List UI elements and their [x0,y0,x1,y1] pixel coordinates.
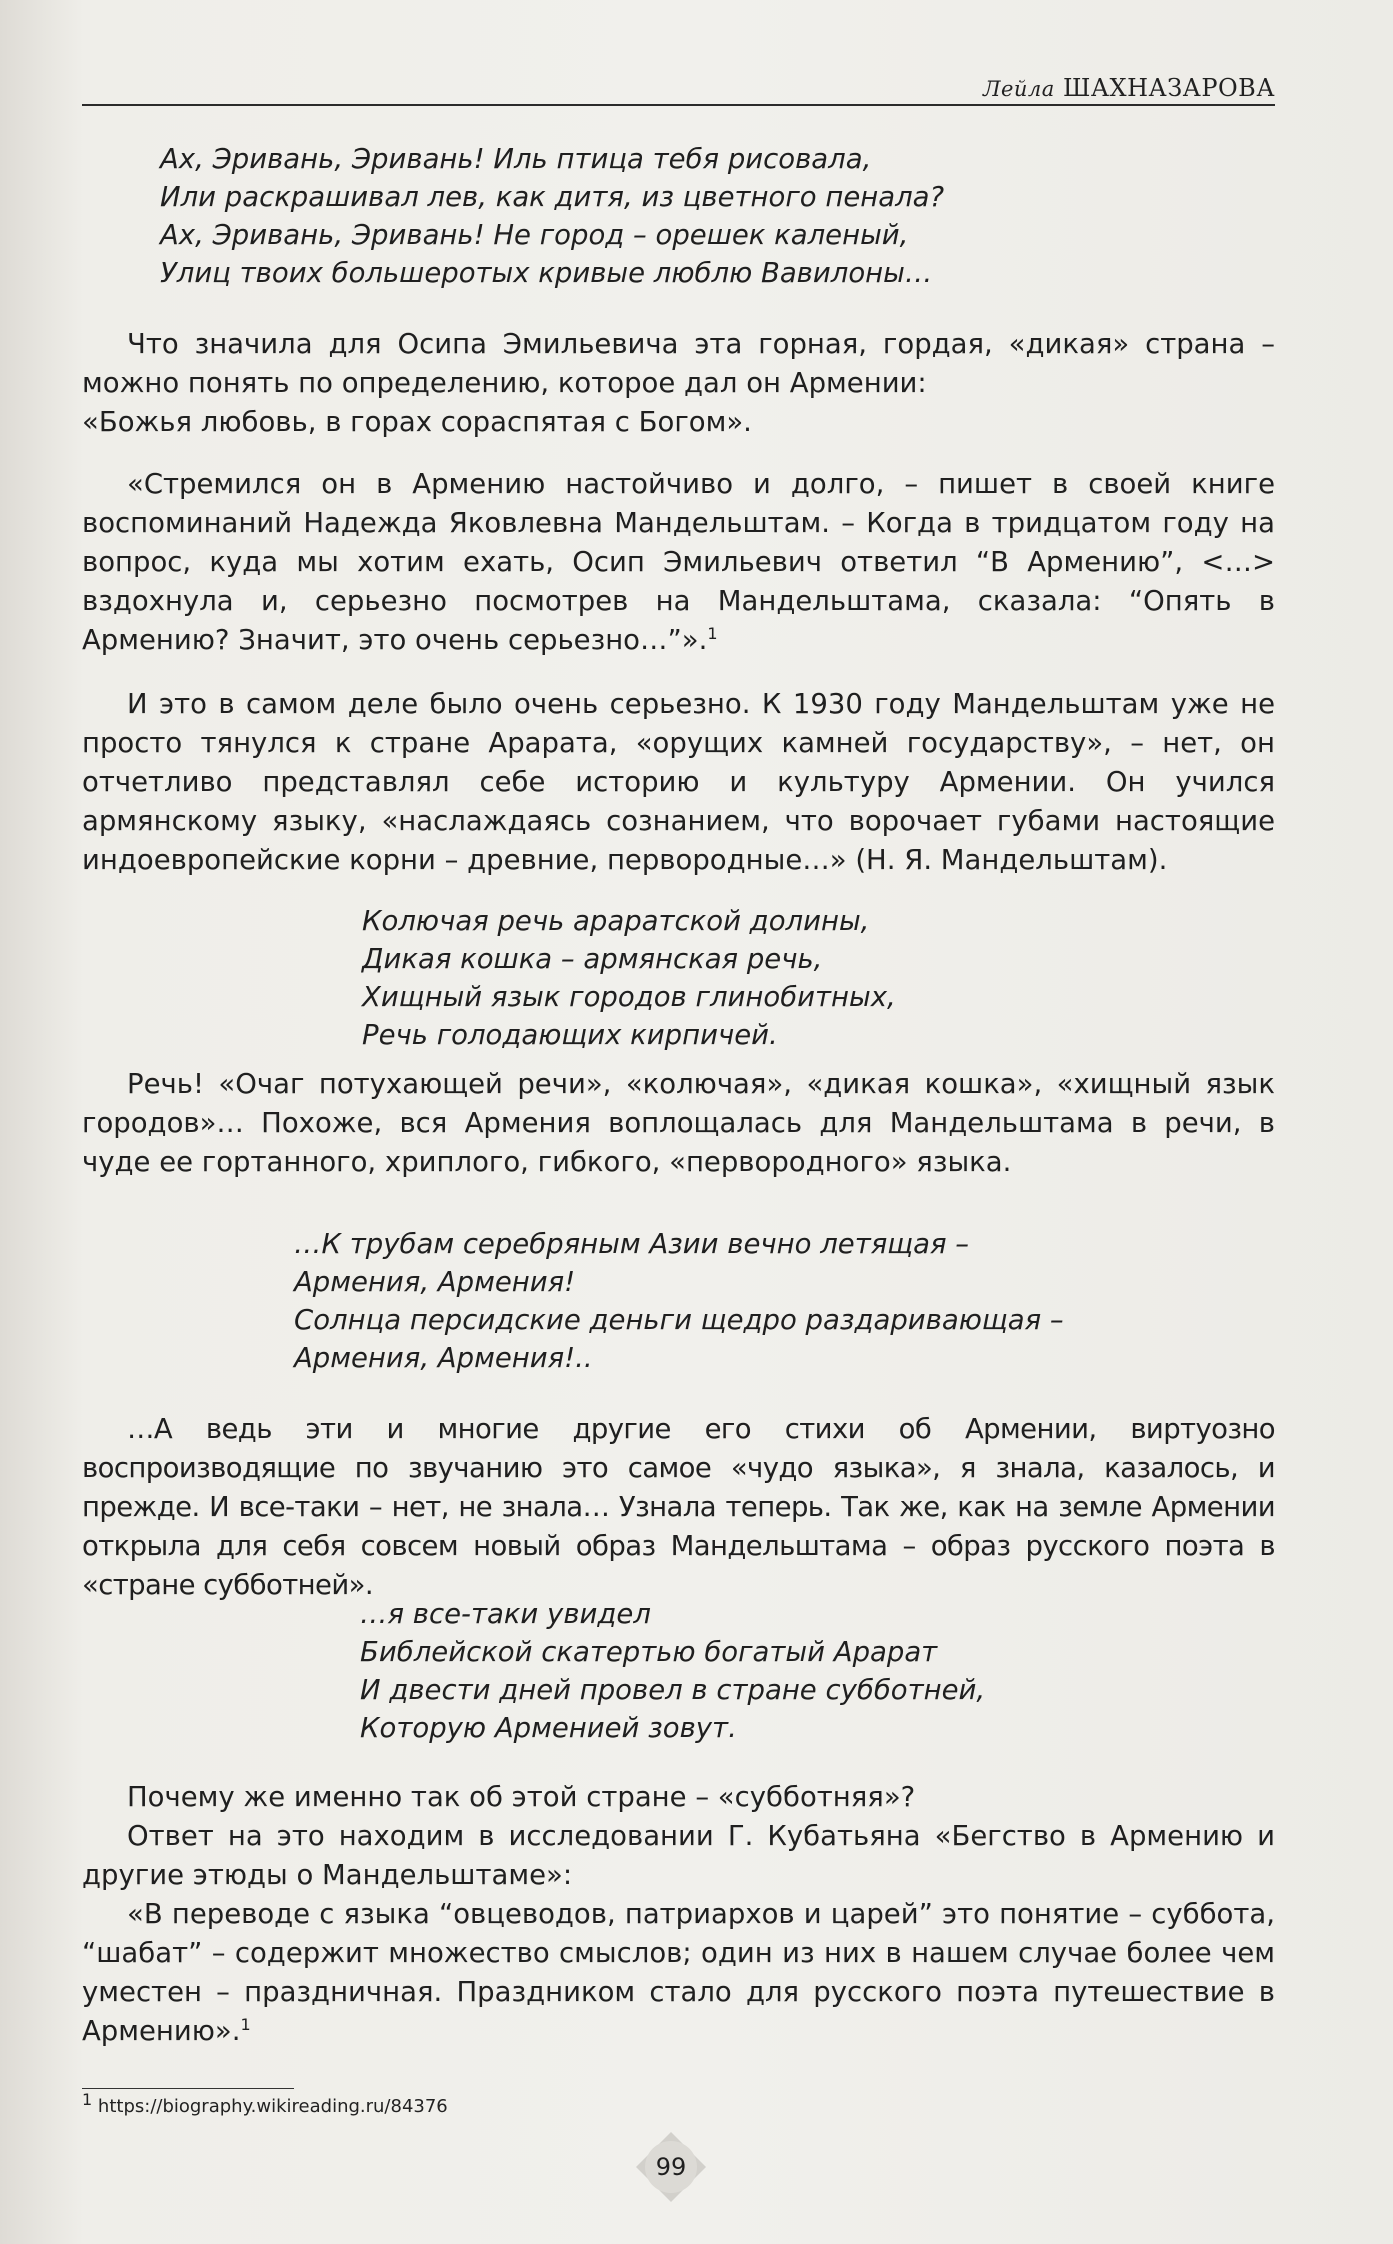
paragraph-text [82,465,1275,660]
poem-line: Колючая речь араратской долины, [362,905,870,937]
header-author-surname: ШАХНАЗАРОВА [1062,74,1275,102]
poem-line: …К трубам серебряным Азии вечно летящая – [294,1228,970,1260]
poem-kolyuchaya [362,902,1275,1054]
paragraph-7 [82,1817,1275,1895]
paragraph-3 [82,685,1275,880]
footnote-ref: 1 [240,2014,251,2034]
quote-line: «Божья любовь, в горах сораспятая с Богом». [82,406,752,438]
paragraph-text-body: «Стремился он в Армению настойчиво и долго, – пишет в своей книге воспоминаний Надежда Яковлевна Мандельштам. – Когда в тридцатом году на вопрос, куда мы хотим ехать, Осип Эмильевич ответил “В Армению”, <…> вздохнула и, серьезно посмотрев на Мандельштама, сказала: “Опять в Армению? Значит, это очень серьезно…”». [82,468,1275,656]
paragraph-4 [82,1065,1275,1182]
paragraph-text-body: «В переводе с языка “овцеводов, патриархов и царей” это понятие – суббота, “шабат” – содержит множество смыслов; один из них в нашем случае более чем уместен – праздничная. Праздником стало для русского поэта путешествие в Армению». [82,1898,1275,2047]
paragraph-text: …А ведь эти и многие другие его стихи об Армении, виртуозно воспроизводящие по звучанию это самое «чудо языка», я знала, казалось, и прежде. И все-таки – нет, не знала… Узнала теперь. Так же, как на земле Армении открыла для себя совсем новый образ Мандельштама – образ русского поэта в «стране субботней». [82,1413,1275,1601]
header-author-given: Лейла [982,77,1055,101]
paragraph-text: Речь! «Очаг потухающей речи», «колючая», «дикая кошка», «хищный язык городов»… Похоже, вся Армения воплощалась для Мандельштама в речи, в чуде ее гортанного, хриплого, гибкого, «первородного» языка. [82,1068,1275,1178]
footnote-mark: 1 [82,2090,93,2109]
poem-line: Или раскрашивал лев, как дитя, из цветного пенала? [160,181,945,213]
poem-line: Дикая кошка – армянская речь, [362,943,823,975]
paragraph-5 [82,1410,1275,1605]
poem-erivan [160,140,1275,292]
paragraph-text: И это в самом деле было очень серьезно. К 1930 году Мандельштам уже не просто тянулся к стране Арарата, «орущих камней государству», – нет, он отчетливо представлял себе историю и культуру Армении. Он учился армянскому языку, «наслаждаясь сознанием, что ворочает губами настоящие индоевропейские корни – древние, первородные…» (Н. Я. Мандельштам). [82,688,1275,876]
footnote-link[interactable]: https://biography.wikireading.ru/84376 [97,2096,448,2117]
poem-line: Ах, Эривань, Эривань! Иль птица тебя рисовала, [160,143,872,175]
poem-line: Которую Арменией зовут. [360,1712,737,1744]
poem-line: …я все-таки увидел [360,1598,651,1630]
poem-ararat [360,1595,1275,1747]
poem-line: Армения, Армения! [294,1266,576,1298]
poem-line: И двести дней провел в стране субботней, [360,1674,986,1706]
running-header [82,74,1275,106]
poem-line: Солнца персидские деньги щедро раздаривающая – [294,1304,1064,1336]
poem-line: Библейской скатертью богатый Арарат [360,1636,938,1668]
paragraph-2 [82,465,1275,660]
paragraph-text: Ответ на это находим в исследовании Г. Кубатьяна «Бегство в Армению и другие этюды о Мандельштаме»: [82,1820,1275,1891]
footnote-ref: 1 [707,623,718,643]
poem-line: Ах, Эривань, Эривань! Не город – орешек каленый, [160,219,909,251]
page-number-badge [634,2130,708,2204]
poem-armenia [294,1225,1275,1377]
footnote [82,2090,448,2117]
header-author [983,74,1275,102]
page-number: 99 [655,2153,687,2181]
paragraph-text: Почему же именно так об этой стране – «субботняя»? [127,1781,916,1813]
poem-line: Армения, Армения!.. [294,1342,593,1374]
paragraph-text [82,1895,1275,2051]
paragraph-1 [82,325,1275,442]
paragraph-text: Что значила для Осипа Эмильевича эта горная, гордая, «дикая» страна – можно понять по определению, которое дал он Армении: [82,328,1275,399]
paragraph-8 [82,1895,1275,2051]
paragraph-6 [82,1778,1275,1817]
poem-line: Улиц твоих большеротых кривые люблю Вавилоны… [160,257,933,289]
footnote-divider [82,2088,294,2089]
poem-line: Речь голодающих кирпичей. [362,1019,778,1051]
poem-line: Хищный язык городов глинобитных, [362,981,896,1013]
